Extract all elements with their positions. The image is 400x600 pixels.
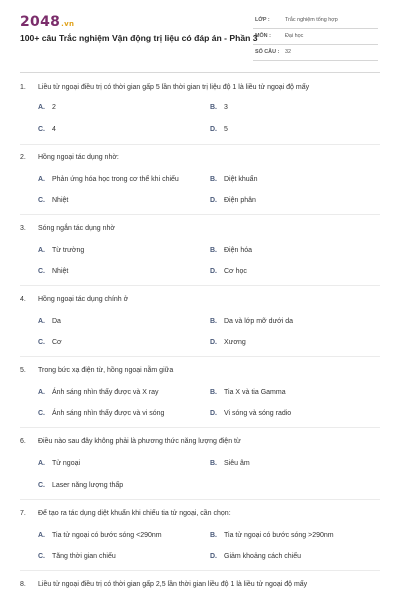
option-a[interactable]: A. Tia tử ngoại có bước sóng <290nm [38, 532, 162, 539]
question-number: 1. [20, 84, 26, 91]
logo-main: 2048 [20, 14, 61, 30]
option-c[interactable]: C. 4 [38, 126, 56, 133]
question-number: 8. [20, 581, 26, 588]
option-b[interactable]: B. Da và lớp mỡ dưới da [210, 318, 294, 325]
meta-value: 32 [285, 49, 291, 55]
meta-count [253, 47, 378, 61]
meta-value: Trắc nghiệm tổng hợp [285, 17, 338, 23]
question-text: Liều tử ngoại điều trị có thời gian gấp 2,5 lần thời gian liều độ 1 là liều tử ngoại độ mấy [38, 581, 308, 588]
option-d[interactable]: D. Vi sóng và sóng radio [210, 410, 292, 417]
question-number: 7. [20, 510, 26, 517]
meta-value: Đại học [285, 33, 304, 39]
question-text: Trong bức xạ điện từ, hồng ngoại nằm giữa [38, 367, 174, 374]
option-a[interactable]: A. Ánh sáng nhìn thấy được và X ray [38, 389, 159, 396]
document-header [0, 0, 400, 70]
option-b[interactable]: B. Diệt khuẩn [210, 176, 258, 183]
question-divider [20, 144, 380, 145]
question-text: Sóng ngắn tác dụng nhờ [38, 225, 115, 232]
question-divider [20, 427, 380, 428]
option-d[interactable]: D. 5 [210, 126, 228, 133]
option-b[interactable]: B. Điện hóa [210, 247, 253, 254]
question-text: Hồng ngoại tác dụng nhờ: [38, 154, 119, 161]
document-title: 100+ câu Trắc nghiệm Vận động trị liệu có đáp án - Phần 3 [20, 33, 258, 43]
question-divider [20, 499, 380, 500]
meta-class [253, 15, 378, 29]
question-number: 3. [20, 225, 26, 232]
question-number: 6. [20, 438, 26, 445]
option-b[interactable]: B. Tia tử ngoại có bước sóng >290nm [210, 532, 334, 539]
option-a[interactable]: A. 2 [38, 104, 56, 111]
question-divider [20, 285, 380, 286]
option-a[interactable]: A. Da [38, 318, 61, 325]
meta-label: MÔN : [255, 33, 271, 39]
question-number: 2. [20, 154, 26, 161]
question-text: Liều tử ngoại điều trị có thời gian gấp 5 lần thời gian trị liệu độ 1 là liều tử ngoại độ mấy [38, 84, 310, 91]
logo-suffix: .vn [61, 20, 75, 28]
meta-subject [253, 31, 378, 45]
option-d[interactable]: D. Xương [210, 339, 246, 346]
header-divider [20, 72, 380, 73]
option-b[interactable]: B. 3 [210, 104, 228, 111]
question-divider [20, 214, 380, 215]
option-d[interactable]: D. Cơ học [210, 268, 247, 275]
option-b[interactable]: B. Tia X và tia Gamma [210, 389, 286, 396]
question-text: Điều nào sau đây không phải là phương thức năng lượng điện từ [38, 438, 241, 445]
option-c[interactable]: C. Nhiệt [38, 197, 69, 204]
question-number: 4. [20, 296, 26, 303]
option-c[interactable]: C. Nhiệt [38, 268, 69, 275]
option-a[interactable]: A. Tử ngoại [38, 460, 81, 467]
question-divider [20, 356, 380, 357]
site-logo[interactable] [20, 14, 74, 30]
question-text: Hồng ngoại tác dụng chính ở [38, 296, 129, 303]
option-d[interactable]: D. Điện phân [210, 197, 256, 204]
option-c[interactable]: C. Ánh sáng nhìn thấy được và vi sóng [38, 410, 165, 417]
question-number: 5. [20, 367, 26, 374]
option-c[interactable]: C. Tăng thời gian chiếu [38, 553, 116, 560]
option-c[interactable]: C. Cơ [38, 339, 62, 346]
meta-label: SỐ CÂU : [255, 49, 280, 55]
option-a[interactable]: A. Phản ứng hóa học trong cơ thể khi chiếu [38, 176, 179, 183]
option-a[interactable]: A. Từ trường [38, 247, 85, 254]
question-divider [20, 570, 380, 571]
question-text: Để tạo ra tác dụng diệt khuẩn khi chiếu tia tử ngoại, cần chọn: [38, 510, 231, 517]
option-d[interactable]: D. Giảm khoảng cách chiếu [210, 553, 302, 560]
option-b[interactable]: B. Siêu âm [210, 460, 250, 467]
meta-label: LỚP : [255, 17, 270, 23]
option-c[interactable]: C. Laser năng lượng thấp [38, 482, 124, 489]
